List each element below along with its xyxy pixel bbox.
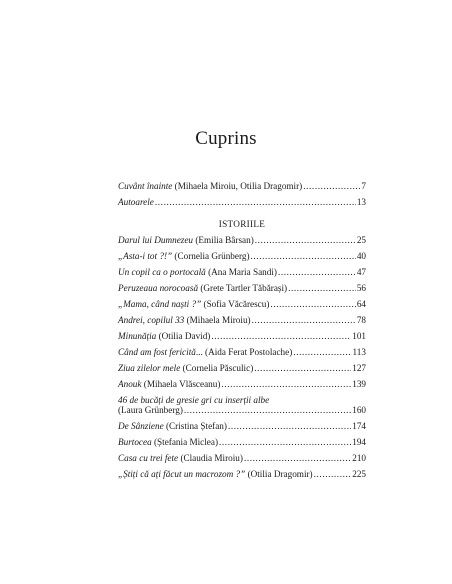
toc-entry <box>118 235 366 245</box>
toc-entry <box>118 251 366 261</box>
toc-page-number: 194 <box>352 437 366 447</box>
toc-page-number: 127 <box>352 363 366 373</box>
toc-entry <box>118 453 366 463</box>
toc-page-number: 174 <box>352 421 366 431</box>
toc-entry-authors <box>118 197 366 207</box>
toc-entry <box>118 331 366 341</box>
page-title: Cuprins <box>195 128 257 149</box>
toc-entry <box>118 437 366 447</box>
toc-entry-title: Casa cu trei fete (Claudia Miroiu) <box>118 453 243 463</box>
toc-page-number: 25 <box>356 235 366 245</box>
toc-page-number: 40 <box>356 251 366 261</box>
dot-leader <box>254 363 351 373</box>
toc-entry <box>118 299 366 309</box>
dot-leader <box>270 299 355 309</box>
toc-entry-title: Burtocea (Ștefania Miclea) <box>118 437 219 447</box>
dot-leader <box>184 405 351 415</box>
dot-leader <box>293 347 351 357</box>
dot-leader <box>303 181 360 191</box>
toc-page-number: 7 <box>361 181 366 191</box>
toc-entry-foreword <box>118 181 366 191</box>
dot-leader <box>252 315 356 325</box>
toc-page-number: 139 <box>352 379 366 389</box>
toc-page-number: 47 <box>356 267 366 277</box>
toc-entry <box>118 283 366 293</box>
toc-entry <box>118 315 366 325</box>
toc-page-number: 78 <box>356 315 366 325</box>
toc-entry-title-line2: (Laura Grünberg) ..... 160 <box>118 405 366 415</box>
toc-entry <box>118 347 366 357</box>
toc-entry-title: De Sânziene (Cristina Ștefan) <box>118 421 227 431</box>
toc-entry <box>118 267 366 277</box>
dot-leader <box>221 379 351 389</box>
toc-page-number: 225 <box>352 469 366 479</box>
story-list <box>118 235 366 389</box>
toc-entry <box>118 379 366 389</box>
toc-entry-title: „Știți că ați făcut un macrozom ?” (Otilia Dragomir) <box>118 469 313 479</box>
table-of-contents <box>118 181 366 485</box>
toc-entry-title: Minunăția (Otilia David) <box>118 331 211 341</box>
toc-entry <box>118 421 366 431</box>
toc-entry-title: Ziua zilelor mele (Cornelia Păsculic) <box>118 363 254 373</box>
toc-page-number: 13 <box>356 197 366 207</box>
dot-leader <box>314 469 352 479</box>
dot-leader <box>228 421 351 431</box>
toc-entry <box>118 469 366 479</box>
dot-leader <box>155 197 356 207</box>
toc-entry-title: Peruzeaua norocoasă (Grete Tartler Tăbărași) <box>118 283 288 293</box>
dot-leader <box>244 453 351 463</box>
toc-entry-title: Un copil ca o portocală (Ana Maria Sandi) <box>118 267 277 277</box>
dot-leader <box>278 267 356 277</box>
toc-page-number: 210 <box>352 453 366 463</box>
story-list-continued <box>118 421 366 479</box>
toc-entry-title: Autoarele <box>118 197 154 207</box>
toc-page-number: 101 <box>352 331 366 341</box>
toc-page-number: 64 <box>356 299 366 309</box>
toc-entry-title: Anouk (Mihaela Vlăsceanu) <box>118 379 221 389</box>
dot-leader <box>251 251 356 261</box>
toc-page-number: 56 <box>356 283 366 293</box>
toc-page-number: 160 <box>352 405 366 415</box>
toc-page-number: 113 <box>352 347 366 357</box>
toc-entry-title: „Mama, când naști ?” (Sofia Văcărescu) <box>118 299 270 309</box>
toc-entry-title-line1: 46 de bucăți de gresie gri cu inserții albe <box>118 395 270 405</box>
dot-leader <box>219 437 351 447</box>
dot-leader <box>255 235 356 245</box>
section-heading: ISTORIILE <box>218 219 266 229</box>
dot-leader <box>211 331 351 341</box>
toc-entry-title: „Asta-i tot ?!” (Cornelia Grünberg) <box>118 251 250 261</box>
toc-entry <box>118 363 366 373</box>
toc-entry-multiline <box>118 395 366 415</box>
toc-entry-title: Când am fost fericită... (Aida Ferat Postolache) <box>118 347 293 357</box>
toc-entry-title: Cuvânt înainte (Mihaela Miroiu, Otilia Dragomir) <box>118 181 303 191</box>
toc-entry-title: Andrei, copilul 33 (Mihaela Miroiu) <box>118 315 251 325</box>
dot-leader <box>288 283 356 293</box>
toc-entry-title: Darul lui Dumnezeu (Emilia Bârsan) <box>118 235 254 245</box>
